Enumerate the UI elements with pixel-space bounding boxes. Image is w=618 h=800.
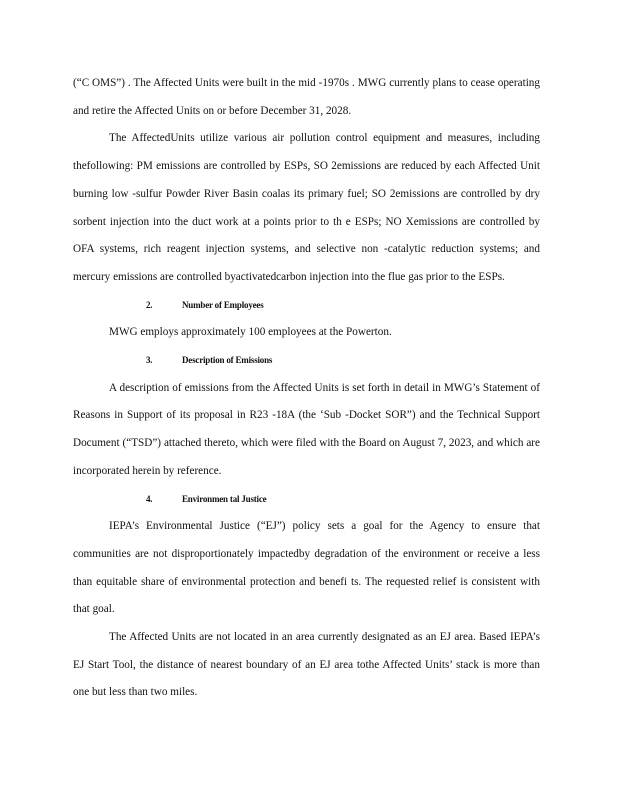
paragraph-emissions-description: A description of emissions from the Affected Units is set forth in detail in MWG’s Statement of Reasons in Support of its proposal in R23 -18A (the ‘Sub -Docket SOR”) and the Technical Support Document (“TSD”) attached thereto, which were filed with the Board on August 7, 2023, and which are incorporated herein by reference.	[73, 381, 540, 477]
paragraph-pollution-controls: The AffectedUnits utilize various air pollution control equipment and measures, including thefollowing: PM emissions are controlled by ESPs, SO 2emissions are reduced by each Affected Unit burning low -sulfur Powder River Basin coalas its primary fuel; SO 2emissions are controlled by dry sorbent injection into the duct work at a points prior to th e ESPs; NO Xemissions are controlled by OFA systems, rich reagent injection systems, and selective non -catalytic reduction systems; and mercury emissions are controlled byactivatedcarbon injection into the flue gas prior to the ESPs.	[73, 132, 540, 283]
paragraph-ej-policy: IEPA’s Environmental Justice (“EJ”) policy sets a goal for the Agency to ensure that communities are not disproportionately impactedby degradation of the environment or receive a less than equitable share of environmental protection and benefi ts. The requested relief is consistent with that goal.	[73, 520, 540, 616]
section-heading-environmental-justice	[73, 486, 540, 514]
section-number: 3.	[146, 355, 153, 366]
section-title: Description of Emissions	[182, 355, 273, 366]
section-number: 2.	[146, 299, 153, 310]
paragraph-ej-location: The Affected Units are not located in an area currently designated as an EJ area. Based IEPA’s EJ Start Tool, the distance of nearest boundary of an EJ area tothe Affected Units’ stack is more than one but less than two miles.	[73, 631, 540, 699]
section-number: 4.	[146, 493, 153, 504]
section-heading-employees	[73, 292, 540, 320]
document-body	[73, 70, 540, 707]
paragraph-units-retirement: (“C OMS”) . The Affected Units were built in the mid -1970s . MWG currently plans to cease operating and retire the Affected Units on or before December 31, 2028.	[73, 77, 540, 117]
section-title: Environmen tal Justice	[182, 493, 267, 504]
section-title: Number of Employees	[182, 299, 264, 310]
paragraph-employees: MWG employs approximately 100 employees at the Powerton.	[109, 326, 392, 339]
section-heading-emissions	[73, 347, 540, 375]
